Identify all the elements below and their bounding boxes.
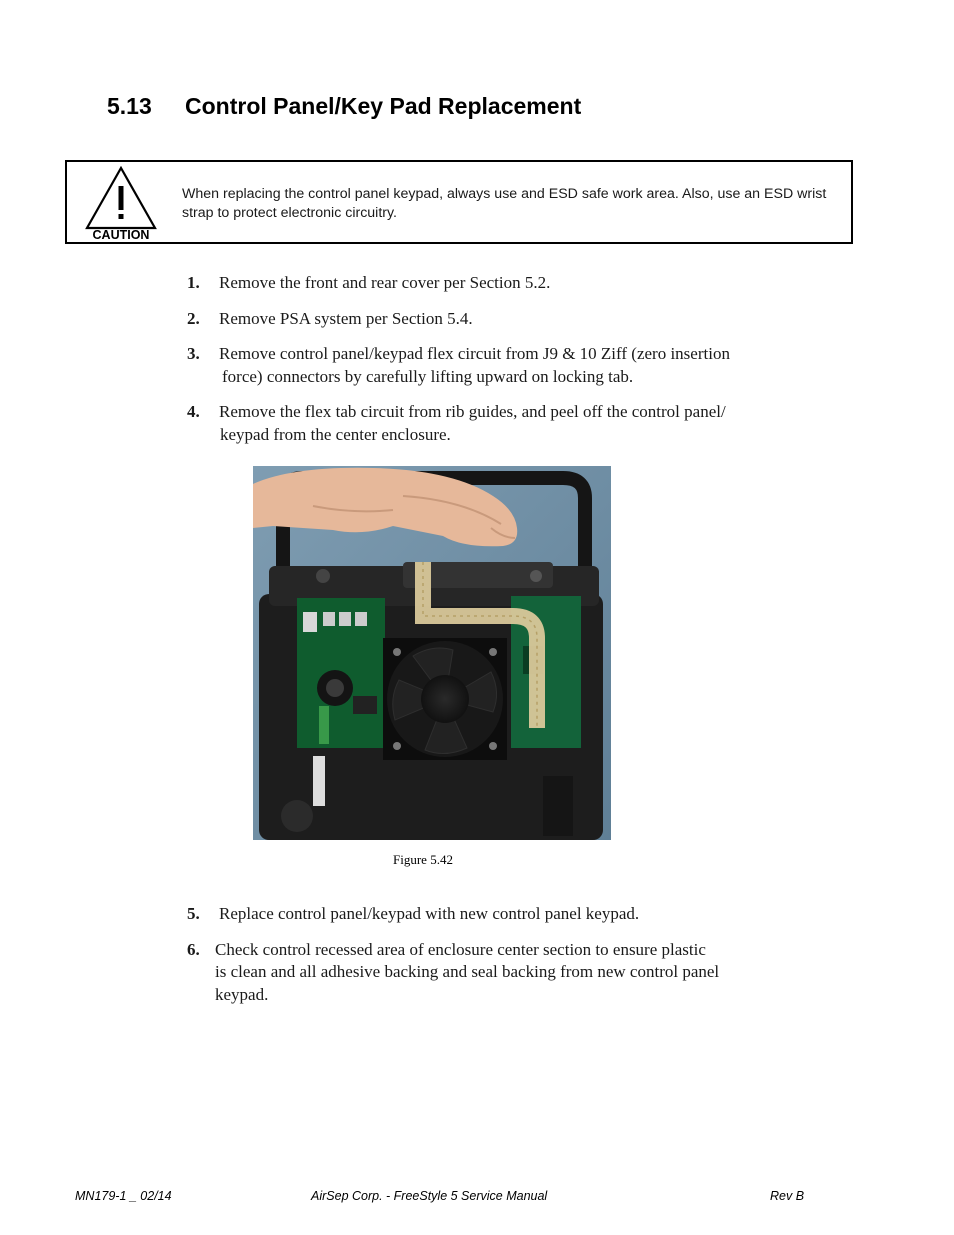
- section-number: 5.13: [107, 93, 152, 119]
- caution-box: [65, 160, 853, 244]
- figure-caption: Figure 5.42: [393, 852, 453, 867]
- step-item: [187, 343, 797, 388]
- step-text: Remove the front and rear cover per Section 5.2.: [219, 273, 551, 292]
- footer-doc-id: MN179-1 _ 02/14: [75, 1189, 172, 1203]
- warning-triangle-icon: [85, 166, 157, 240]
- step-text-continued: is clean and all adhesive backing and seal backing from new control panel: [215, 962, 720, 981]
- footer-title: AirSep Corp. - FreeStyle 5 Service Manual: [311, 1189, 548, 1203]
- step-item: [187, 401, 797, 446]
- step-number: 3.: [187, 344, 200, 363]
- step-text-continued: keypad from the center enclosure.: [220, 424, 451, 444]
- section-title: Control Panel/Key Pad Replacement: [185, 93, 582, 119]
- caution-text: When replacing the control panel keypad, always use and ESD safe work area. Also, use an ESD wrist strap to protect electronic circuitry.: [182, 186, 827, 221]
- step-number: 4.: [187, 402, 200, 421]
- step-item: [187, 939, 797, 1007]
- step-number: 6.: [187, 939, 200, 959]
- step-item: [187, 272, 797, 295]
- step-text: Remove control panel/keypad flex circuit from J9 & 10 Ziff (zero insertion: [219, 344, 730, 363]
- step-text-continued: force) connectors by carefully lifting upward on locking tab.: [222, 366, 634, 386]
- step-item: [187, 308, 797, 331]
- figure-photo: [253, 466, 611, 840]
- step-number: 1.: [187, 273, 200, 292]
- step-text: Replace control panel/keypad with new control panel keypad.: [219, 904, 640, 923]
- steps-list-before: [187, 272, 797, 446]
- step-text: Remove PSA system per Section 5.4.: [219, 308, 473, 328]
- step-text: Check control recessed area of enclosure center section to ensure plastic: [215, 939, 706, 959]
- footer-revision: Rev B: [770, 1189, 805, 1203]
- step-item: [187, 903, 797, 926]
- step-text: Remove the flex tab circuit from rib guides, and peel off the control panel/: [219, 402, 726, 421]
- step-number: 2.: [187, 308, 200, 328]
- caution-label: CAUTION: [92, 228, 150, 240]
- steps-list-after: [187, 903, 797, 1006]
- step-number: 5.: [187, 904, 200, 923]
- section-heading: [107, 93, 581, 120]
- step-text-continued: keypad.: [215, 984, 269, 1004]
- concentrator-photo-illustration: [253, 466, 611, 840]
